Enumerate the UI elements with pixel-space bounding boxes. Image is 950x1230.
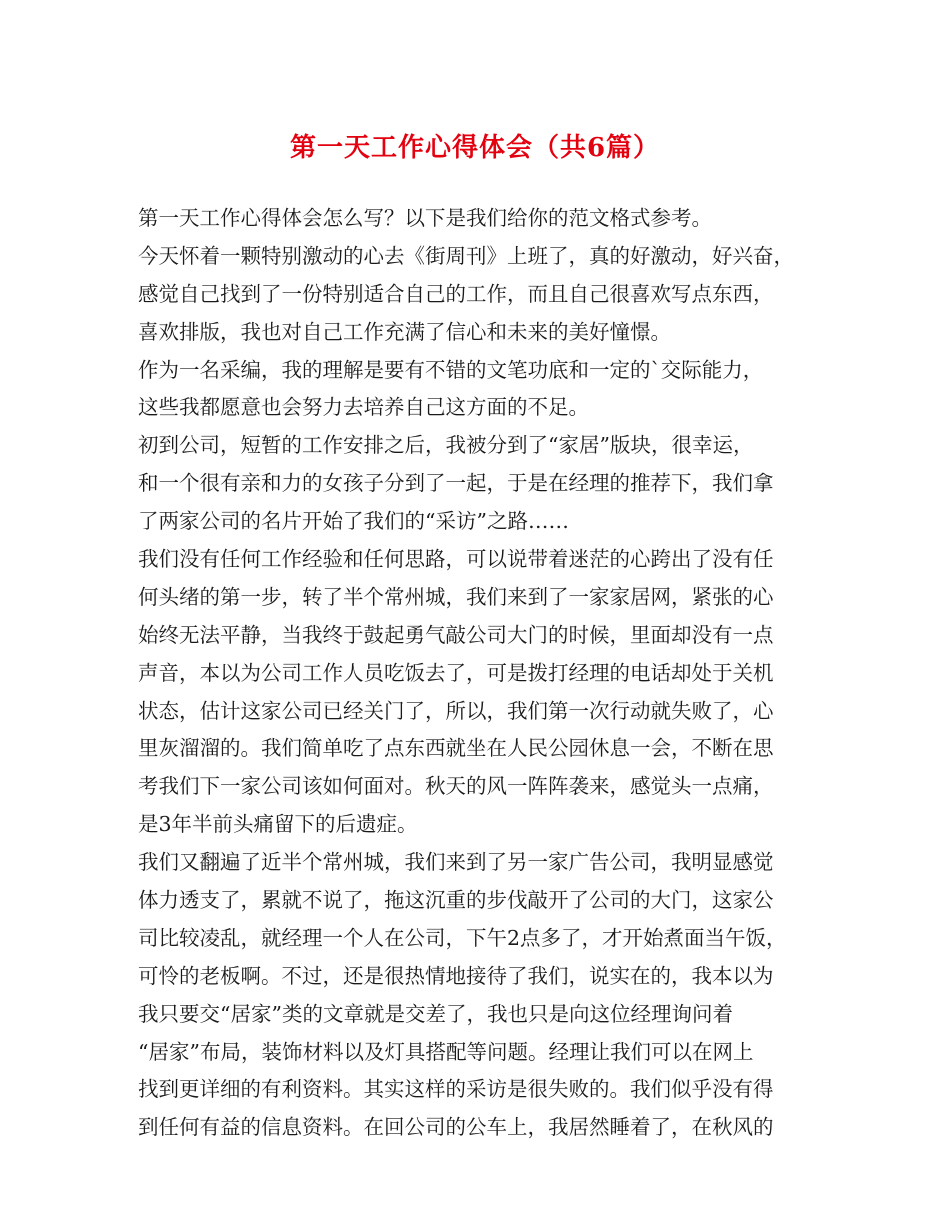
text-line: 司比较凌乱，就经理一个人在公司，下午2点多了，才开始煮面当午饭， (138, 925, 787, 950)
document-body (138, 200, 828, 1147)
text-line: 初到公司，短暂的工作安排之后，我被分到了“家居”版块，很幸运， (138, 433, 754, 458)
text-line: 感觉自己找到了一份特别适合自己的工作，而且自己很喜欢写点东西， (138, 281, 774, 306)
text-line: 声音，本以为公司工作人员吃饭去了，可是拨打经理的电话却处于关机 (138, 660, 774, 685)
text-line: 始终无法平静，当我终于鼓起勇气敲公司大门的时候，里面却没有一点 (138, 622, 774, 647)
text-line: 可怜的老板啊。不过，还是很热情地接待了我们，说实在的，我本以为 (138, 963, 774, 988)
text-line: 第一天工作心得体会怎么写？以下是我们给你的范文格式参考。 (138, 206, 712, 230)
text-line: 考我们下一家公司该如何面对。秋天的风一阵阵袭来，感觉头一点痛， (138, 774, 774, 799)
document-title: 第一天工作心得体会（共6篇） (289, 133, 661, 163)
text-line: 体力透支了，累就不说了，拖这沉重的步伐敲开了公司的大门，这家公 (138, 888, 774, 913)
text-line: 作为一名采编，我的理解是要有不错的文笔功底和一定的`交际能力， (138, 357, 764, 382)
text-line: 和一个很有亲和力的女孩子分到了一起，于是在经理的推荐下，我们拿 (138, 471, 774, 496)
text-line: 里灰溜溜的。我们简单吃了点东西就坐在人民公园休息一会，不断在思 (138, 736, 774, 761)
text-line: 我们又翻遍了近半个常州城，我们来到了另一家广告公司，我明显感觉 (138, 850, 774, 875)
text-line: 了两家公司的名片开始了我们的“采访”之路…… (138, 509, 569, 534)
text-line: 状态，估计这家公司已经关门了，所以，我们第一次行动就失败了，心 (138, 698, 774, 723)
text-line: 何头绪的第一步，转了半个常州城，我们来到了一家家居网，紧张的心 (138, 584, 774, 609)
text-line: 我只要交“居家”类的文章就是交差了，我也只是向这位经理询问着 (138, 1001, 733, 1026)
text-line: 喜欢排版，我也对自己工作充满了信心和未来的美好憧憬。 (138, 319, 671, 344)
text-line: 今天怀着一颗特别激动的心去《街周刊》上班了，真的好激动，好兴奋， (138, 243, 794, 268)
text-line: “居家”布局，装饰材料以及灯具搭配等问题。经理让我们可以在网上 (138, 1039, 754, 1064)
text-line: 是3年半前头痛留下的后遗症。 (138, 812, 418, 837)
text-line: 到任何有益的信息资料。在回公司的公车上，我居然睡着了，在秋风的 (138, 1115, 774, 1140)
text-line: 这些我都愿意也会努力去培养自己这方面的不足。 (138, 395, 589, 420)
text-line: 我们没有任何工作经验和任何思路，可以说带着迷茫的心跨出了没有任 (138, 547, 774, 572)
text-line: 找到更详细的有利资料。其实这样的采访是很失败的。我们似乎没有得 (138, 1077, 774, 1102)
